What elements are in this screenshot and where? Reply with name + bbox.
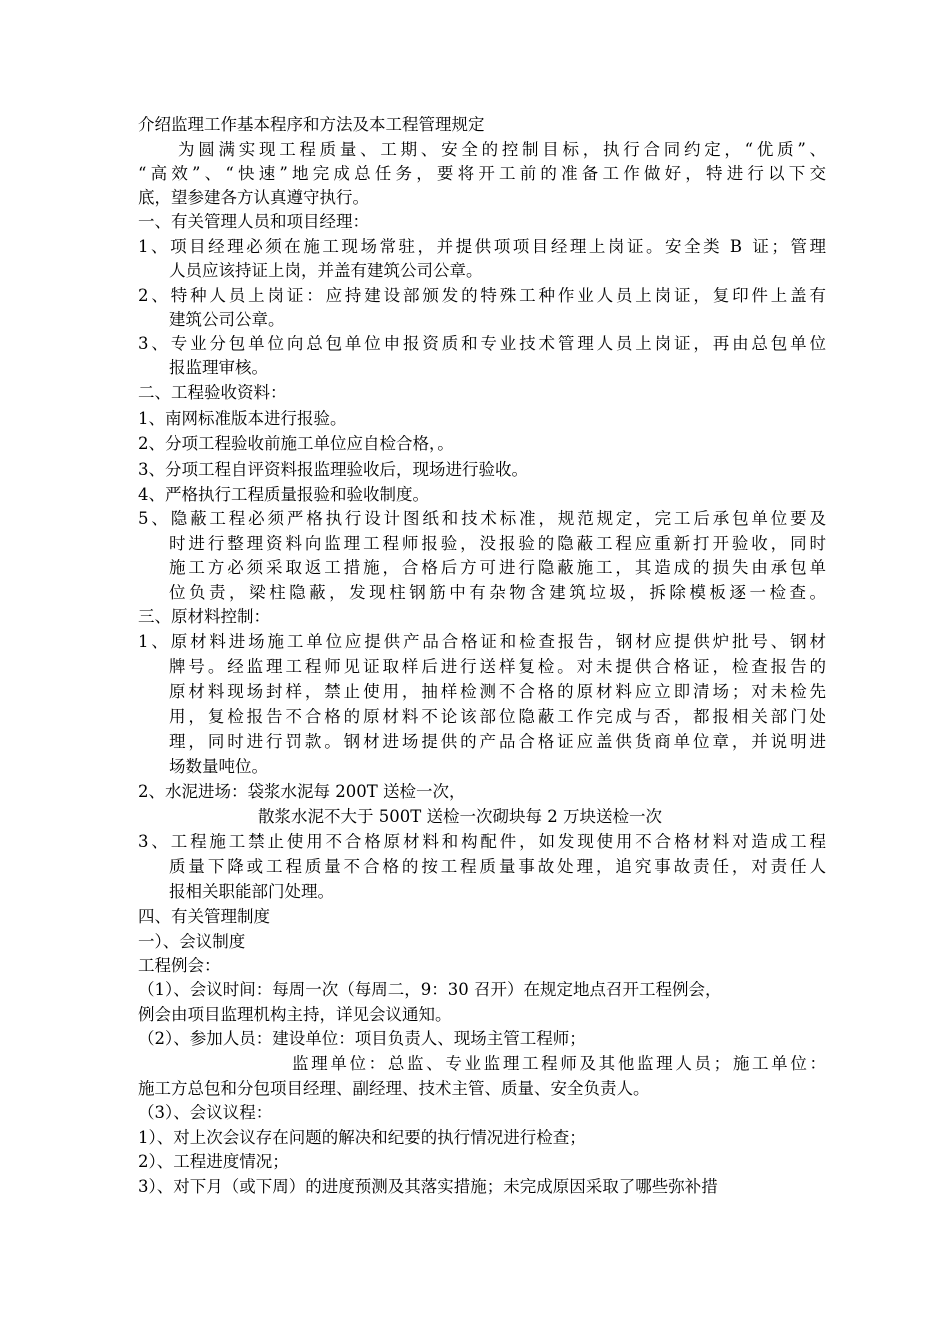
document-title: 介绍监理工作基本程序和方法及本工程管理规定	[138, 115, 485, 134]
text-line: 报监理审核。	[169, 358, 268, 377]
text-line: 3）、对下月（或下周）的进度预测及其落实措施；未完成原因采取了哪些弥补措	[138, 1177, 718, 1196]
text-line: 2、特种人员上岗证：应持建设部颁发的特殊工种作业人员上岗证，复印件上盖有	[138, 286, 829, 305]
text-line: 三、原材料控制：	[138, 607, 270, 626]
text-line: 理，同时进行罚款。钢材进场提供的产品合格证应盖供货商单位章，并说明进	[169, 732, 829, 751]
text-line: 2）、工程进度情况；	[138, 1152, 289, 1171]
text-line: 四、有关管理制度	[138, 907, 270, 926]
text-line: 位负责，梁柱隐蔽，发现柱钢筋中有杂物含建筑垃圾，拆除模板逐一检查。	[169, 583, 830, 602]
text-line: 原材料现场封样，禁止使用，抽样检测不合格的原材料应立即清场；对未检先	[169, 682, 829, 701]
text-line: 报相关职能部门处理。	[169, 882, 334, 901]
text-line: 人员应该持证上岗，并盖有建筑公司公章。	[169, 261, 483, 280]
text-line: 1、南网标准版本进行报验。	[138, 409, 347, 428]
text-line: 用，复检报告不合格的原材料不论该部位隐蔽工作完成与否，都报相关部门处	[169, 707, 829, 726]
text-line: 时进行整理资料向监理工程师报验，没报验的隐蔽工程应重新打开验收，同时	[169, 534, 829, 553]
text-line: 1）、对上次会议存在问题的解决和纪要的执行情况进行检查；	[138, 1128, 586, 1147]
text-line: 1、项目经理必须在施工现场常驻，并提供项项目经理上岗证。安全类 B 证；管理	[138, 237, 829, 256]
text-line: 场数量吨位。	[169, 757, 268, 776]
text-line: 例会由项目监理机构主持，详见会议通知。	[138, 1005, 452, 1024]
text-line: 3、分项工程自评资料报监理验收后，现场进行验收。	[138, 460, 528, 479]
text-line: 一、有关管理人员和项目经理：	[138, 212, 369, 231]
text-line: （2）、参加人员：建设单位：项目负责人、现场主管工程师；	[138, 1029, 586, 1048]
text-line: （3）、会议议程：	[138, 1103, 273, 1122]
text-line: 牌号。经监理工程师见证取样后进行送样复检。对未提供合格证，检查报告的	[169, 657, 829, 676]
text-line: 监理单位：总监、专业监理工程师及其他监理人员；施工单位：	[292, 1054, 829, 1073]
text-line: 4、严格执行工程质量报验和验收制度。	[138, 485, 429, 504]
text-line: 3、专业分包单位向总包单位申报资质和专业技术管理人员上岗证，再由总包单位	[138, 334, 829, 353]
text-line: 2、分项工程验收前施工单位应自检合格，。	[138, 434, 454, 453]
text-line: （1）、会议时间：每周一次（每周二，9：30 召开）在规定地点召开工程例会，	[138, 980, 722, 999]
text-line: 一）、会议制度	[138, 932, 246, 951]
text-line: 2、水泥进场：袋浆水泥每 200T 送检一次，	[138, 782, 466, 801]
text-line: 散浆水泥不大于 500T 送检一次砌块每 2 万块送检一次	[258, 807, 662, 826]
text-line: 3、工程施工禁止使用不合格原材料和构配件，如发现使用不合格材料对造成工程	[138, 832, 829, 851]
text-line: 建筑公司公章。	[169, 310, 285, 329]
text-line: “高效”、“快速”地完成总任务，要将开工前的准备工作做好，特进行以下交	[138, 164, 831, 183]
text-line: 二、工程验收资料：	[138, 383, 287, 402]
text-line: 质量下降或工程质量不合格的按工程质量事故处理，追究事故责任，对责任人	[169, 857, 829, 876]
text-line: 为圆满实现工程质量、工期、安全的控制目标，执行合同约定，“优质”、	[178, 140, 830, 159]
text-line: 底，望参建各方认真遵守执行。	[138, 188, 369, 207]
text-line: 施工方总包和分包项目经理、副经理、技术主管、质量、安全负责人。	[138, 1079, 650, 1098]
text-line: 1、原材料进场施工单位应提供产品合格证和检查报告，钢材应提供炉批号、钢材	[138, 632, 829, 651]
text-line: 工程例会：	[138, 956, 221, 975]
text-line: 施工方必须采取返工措施，合格后方可进行隐蔽施工，其造成的损失由承包单	[169, 558, 829, 577]
text-line: 5、隐蔽工程必须严格执行设计图纸和技术标准，规范规定，完工后承包单位要及	[138, 509, 829, 528]
